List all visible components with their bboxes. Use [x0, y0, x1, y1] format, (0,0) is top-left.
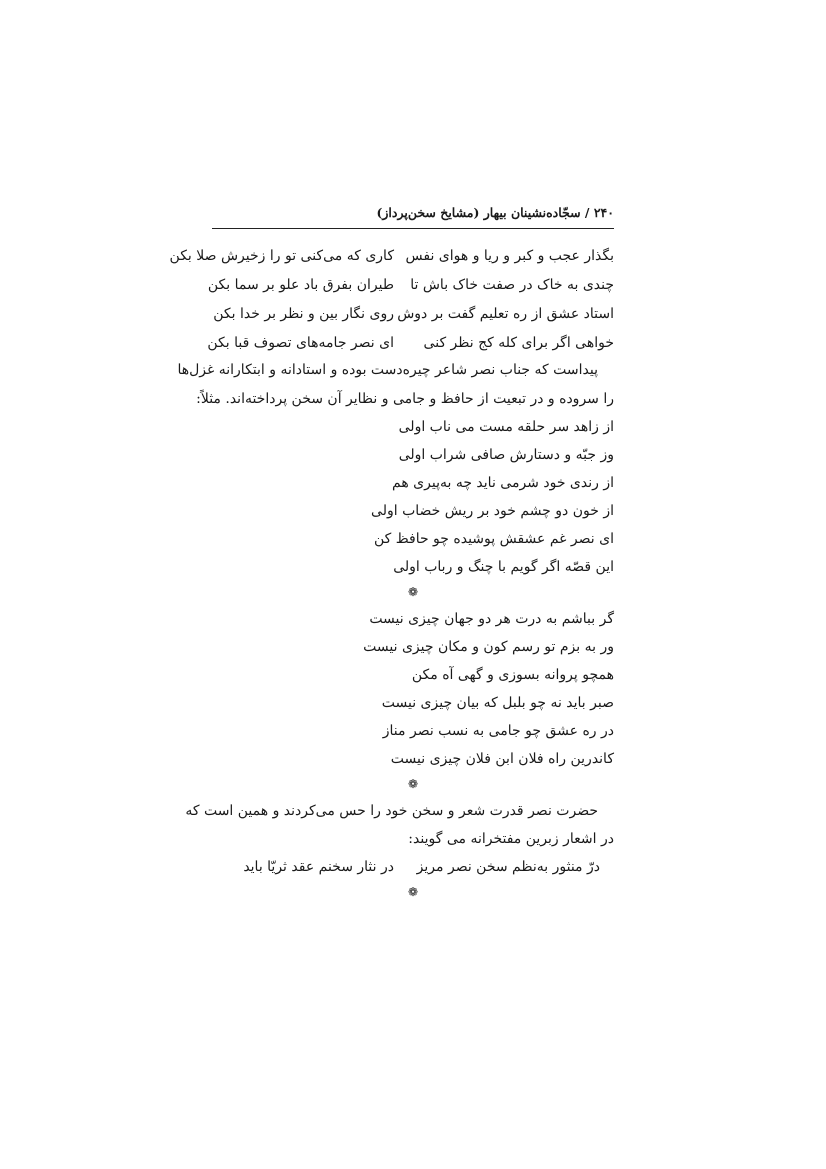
- paragraph-line: در اشعار زبرین مفتخرانه می گویند:: [408, 831, 614, 847]
- verse-line: ای نصر غم عشقش پوشیده چو حافظ کن: [373, 531, 614, 547]
- paragraph-line: را سروده و در تبعیت از حافظ و جامی و نظایر آن سخن پرداخته‌اند. مثلاً:: [196, 391, 614, 407]
- hemistich-first: درّ منثور به‌نظم سخن نصر مریز: [416, 859, 600, 875]
- verse-line: ور به بزم تو رسم کون و مکان چیزی نیست: [363, 639, 614, 655]
- hemistich-first: چندی به خاک در صفت خاک باش تا: [410, 277, 614, 293]
- couplet: [207, 275, 614, 295]
- verse-line: در ره عشق چو جامی به نسب نصر مناز: [382, 723, 614, 739]
- couplet: [207, 333, 614, 353]
- verse-line: کاندرین راه فلان ابن فلان چیزی نیست: [390, 751, 614, 767]
- hemistich-second: طیران بفرق باد علو بر سما بکن: [207, 277, 394, 293]
- verse-line: از زاهد سر حلقه مست می ناب اولی: [398, 419, 614, 435]
- separator-ornament: ❁: [407, 585, 419, 599]
- verse-line: صبر باید نه چو بلبل که بیان چیزی نیست: [381, 695, 614, 711]
- couplet: [169, 246, 614, 266]
- hemistich-first: بگذار عجب و کبر و ریا و هوای نفس: [405, 248, 614, 264]
- verse-line: همچو پروانه بسوزی و گهی آه مکن: [411, 667, 614, 683]
- running-head: ۲۴۰ / سجّاده‌نشینان بیهار (مشایخ سخن‌پرداز): [376, 205, 614, 220]
- separator-ornament: ❁: [407, 777, 419, 791]
- hemistich-second: ای نصر جامه‌های تصوف قبا بکن: [207, 335, 394, 351]
- verse-line: وز جبّه و دستارش صافی شراب اولی: [398, 447, 614, 463]
- header-rule: [212, 228, 614, 229]
- hemistich-second: کاری که می‌کنی تو را زخیرش صلا بکن: [169, 248, 394, 264]
- hemistich-second: در نثار سخنم عقد ثریّا باید: [243, 859, 394, 875]
- verse-line: این قصّه اگر گویم با چنگ و رباب اولی: [393, 559, 614, 575]
- couplet: [212, 857, 614, 877]
- paragraph-line: حضرت نصر قدرت شعر و سخن خود را حس می‌کردند و همین است که: [185, 803, 598, 819]
- verse-line: از خون دو چشم خود بر ریش خضاب اولی: [371, 503, 614, 519]
- hemistich-first: خواهی اگر برای کله کج نظر کنی: [423, 335, 614, 351]
- hemistich-second: روی نگار بین و نظر بر خدا بکن: [213, 306, 394, 322]
- verse-line: گر بباشم به درت هر دو جهان چیزی نیست: [369, 611, 614, 627]
- verse-line: از رندی خود شرمی ناید چه به‌پیری هم: [392, 475, 614, 491]
- separator-ornament: ❁: [407, 885, 419, 899]
- hemistich-first: استاد عشق از ره تعلیم گفت بر دوش: [397, 306, 614, 322]
- couplet: [212, 304, 614, 324]
- paragraph-line: پیداست که جناب نصر شاعر چیره‌دست بوده و استادانه و ابتکارانه غزل‌ها: [177, 362, 598, 378]
